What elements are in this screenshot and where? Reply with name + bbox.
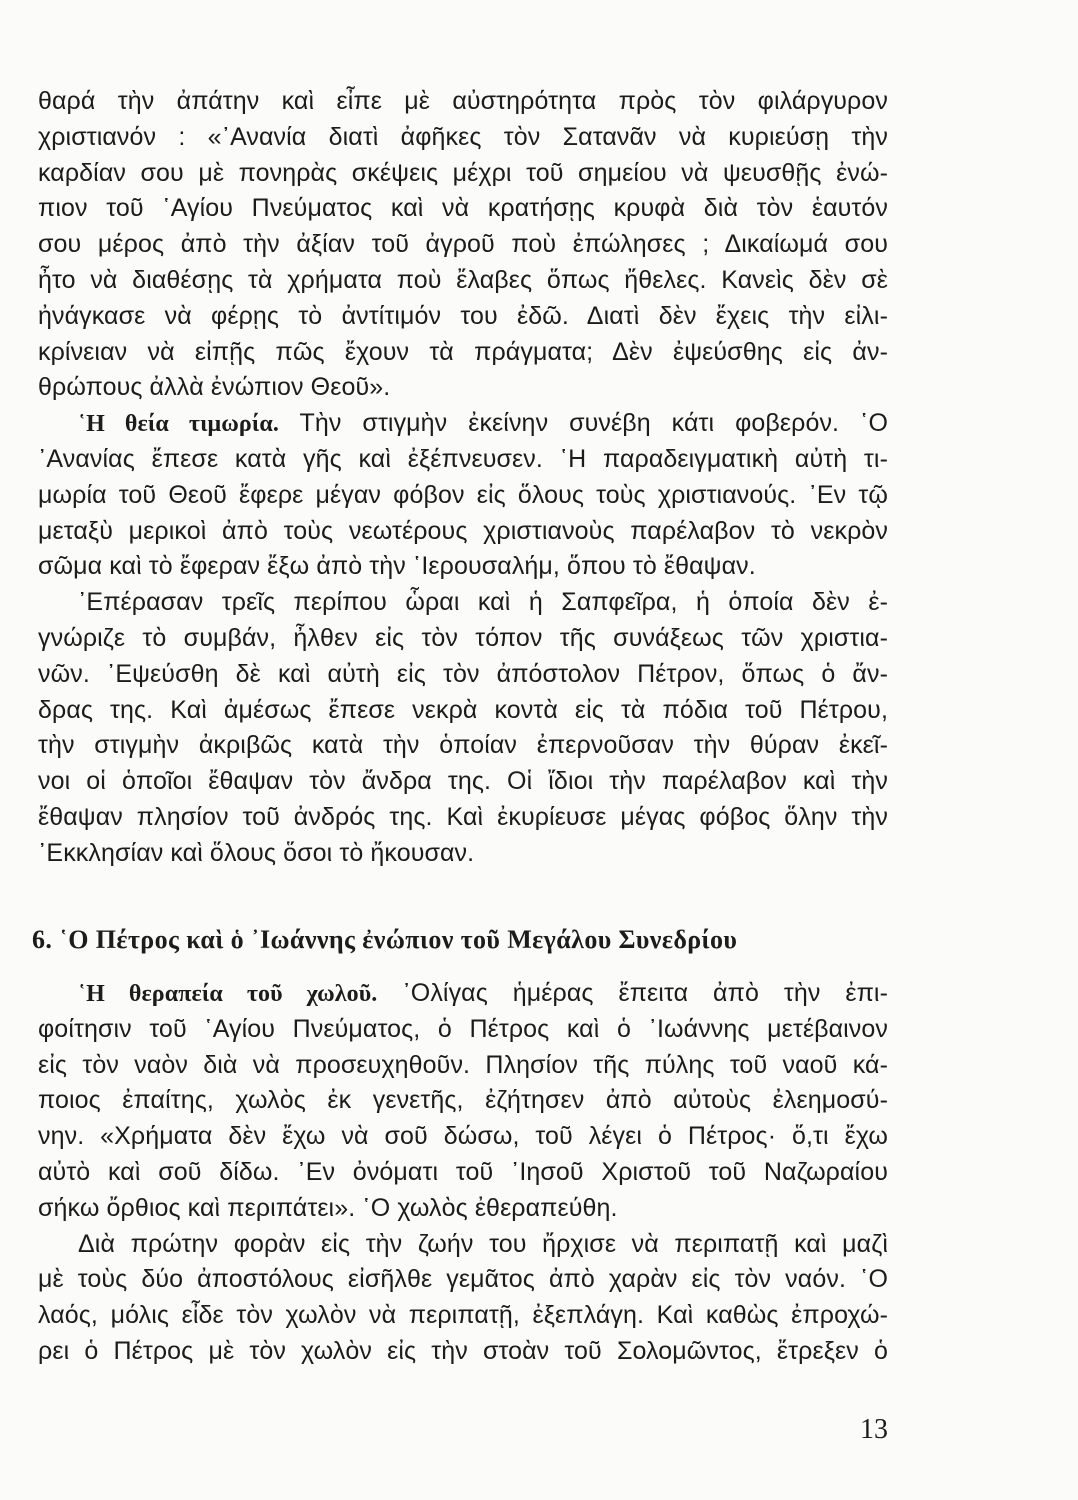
text-line: καρδίαν σου μὲ πονηρὰς σκέψεις μέχρι τοῦ σημείου νὰ ψευσθῇς ἐνώ- [38,158,888,187]
text-line: ᾿Εκκλησίαν καὶ ὅλους ὅσοι τὸ ἤκουσαν. [38,838,475,867]
page-number: 13 [860,1414,888,1445]
section-heading: 6. ῾Ο Πέτρος καὶ ὁ ᾿Ιωάννης ἐνώπιον τοῦ Μεγάλου Συνεδρίου [32,925,738,954]
text-block-lower [38,976,888,1370]
text-line: αὐτὸ καὶ σοῦ δίδω. ᾿Εν ὀνόματι τοῦ ᾿Ιησοῦ Χριστοῦ τοῦ Ναζωραίου [38,1157,888,1186]
text-line: μεταξὺ μερικοὶ ἀπὸ τοὺς νεωτέρους χριστιανοὺς παρέλαβον τὸ νεκρὸν [38,516,888,545]
text-line: ἔθαψαν πλησίον τοῦ ἀνδρός της. Καὶ ἐκυρίευσε μέγας φόβος ὅλην τὴν [38,802,888,831]
paragraph-first-line-text: ᾿Ολίγας ἡμέρας ἔπειτα ἀπὸ τὴν ἐπι- [402,979,889,1007]
text-line: εἰς τὸν ναὸν διὰ νὰ προσευχηθοῦν. Πλησίον τῆς πύλης τοῦ ναοῦ κά- [38,1050,888,1079]
text-line: φοίτησιν τοῦ ῾Αγίου Πνεύματος, ὁ Πέτρος καὶ ὁ ᾿Ιωάννης μετέβαινον [38,1014,888,1043]
paragraph-first-line-text: Τὴν στιγμὴν ἐκείνην συνέβη κάτι φοβερόν. ῾Ο [299,409,888,438]
text-line: τὴν στιγμὴν ἀκριβῶς κατὰ τὴν ὁποίαν ἐπερνοῦσαν τὴν θύραν ἐκεῖ- [38,731,888,760]
text-line: Διὰ πρώτην φορὰν εἰς τὴν ζωήν του ἤρχισε νὰ περιπατῇ καὶ μαζὶ [78,1229,888,1258]
text-line: λαός, μόλις εἶδε τὸν χωλὸν νὰ περιπατῇ, ἐξεπλάγη. Καὶ καθὼς ἐπροχώ- [38,1301,888,1330]
text-line: ρει ὁ Πέτρος μὲ τὸν χωλὸν εἰς τὴν στοὰν τοῦ Σολομῶντος, ἔτρεξεν ὁ [38,1336,888,1365]
text-line: θαρά τὴν ἀπάτην καὶ εἶπε μὲ αὐστηρότητα πρὸς τὸν φιλάργυρον [38,87,888,115]
text-line: μωρία τοῦ Θεοῦ ἔφερε μέγαν φόβον εἰς ὅλους τοὺς χριστιανούς. ᾿Εν τῷ [38,480,888,509]
text-block-upper [38,84,888,872]
paragraph-first-line [38,406,888,442]
text-line: ἠνάγκασε νὰ φέρῃς τὸ ἀντίτιμόν του ἐδῶ. Διατὶ δὲν ἔχεις τὴν εἰλι- [38,301,888,330]
text-line: μὲ τοὺς δύο ἀποστόλους εἰσῆλθε γεμᾶτος ἀπὸ χαρὰν εἰς τὸν ναόν. ῾Ο [38,1265,888,1294]
text-line: νην. «Χρήματα δὲν ἔχω νὰ σοῦ δώσω, τοῦ λέγει ὁ Πέτρος· ὅ,τι ἔχω [38,1122,888,1151]
text-line: σήκω ὄρθιος καὶ περιπάτει». ῾Ο χωλὸς ἐθεραπεύθη. [38,1193,618,1222]
text-line: πιον τοῦ ῾Αγίου Πνεύματος καὶ νὰ κρατήσῃς κρυφὰ διὰ τὸν ἑαυτόν [38,194,888,223]
text-line: ᾿Ανανίας ἔπεσε κατὰ γῆς καὶ ἐξέπνευσεν. ῾Η παραδειγματικὴ αὐτὴ τι- [38,444,888,473]
text-line: γνώριζε τὸ συμβάν, ἦλθεν εἰς τὸν τόπον τῆς συνάξεως τῶν χριστια- [38,623,888,652]
text-line: ᾿Επέρασαν τρεῖς περίπου ὧραι καὶ ἡ Σαπφεῖρα, ἡ ὁποία δὲν ἐ- [78,588,888,617]
text-line: σῶμα καὶ τὸ ἔφεραν ἔξω ἀπὸ τὴν ῾Ιερουσαλήμ, ὅπου τὸ ἔθαψαν. [38,552,756,581]
paragraph-first-line [38,976,888,1012]
text-line: ἦτο νὰ διαθέσῃς τὰ χρήματα ποὺ ἔλαβες ὅπως ἤθελες. Κανεὶς δὲν σὲ [38,265,888,294]
text-line: δρας της. Καὶ ἀμέσως ἔπεσε νεκρὰ κοντὰ εἰς τὰ πόδια τοῦ Πέτρου, [38,695,888,724]
text-line: νοι οἱ ὁποῖοι ἔθαψαν τὸν ἄνδρα της. Οἱ ἴδιοι τὴν παρέλαβον καὶ τὴν [38,767,888,796]
text-line: σου μέρος ἀπὸ τὴν ἀξίαν τοῦ ἀγροῦ ποὺ ἐπώλησες ; Δικαίωμά σου [38,230,888,259]
paragraph-heading: ῾Η θεία τιμωρία. [78,411,279,438]
text-line: χριστιανόν : «᾿Ανανία διατὶ ἀφῆκες τὸν Σατανᾶν νὰ κυριεύσῃ τὴν [38,122,888,151]
paragraph-heading: ῾Η θεραπεία τοῦ χωλοῦ. [78,981,378,1007]
text-line: θρώπους ἀλλὰ ἐνώπιον Θεοῦ». [38,373,391,402]
text-line: νῶν. ᾿Εψεύσθη δὲ καὶ αὐτὴ εἰς τὸν ἀπόστολον Πέτρον, ὅπως ὁ ἄν- [38,659,888,688]
text-line: κρίνειαν νὰ εἰπῇς πῶς ἔχουν τὰ πράγματα; Δὲν ἐψεύσθης εἰς ἀν- [38,337,888,366]
text-line: ποιος ἐπαίτης, χωλὸς ἐκ γενετῆς, ἐζήτησεν ἀπὸ αὐτοὺς ἐλεημοσύ- [38,1086,888,1115]
